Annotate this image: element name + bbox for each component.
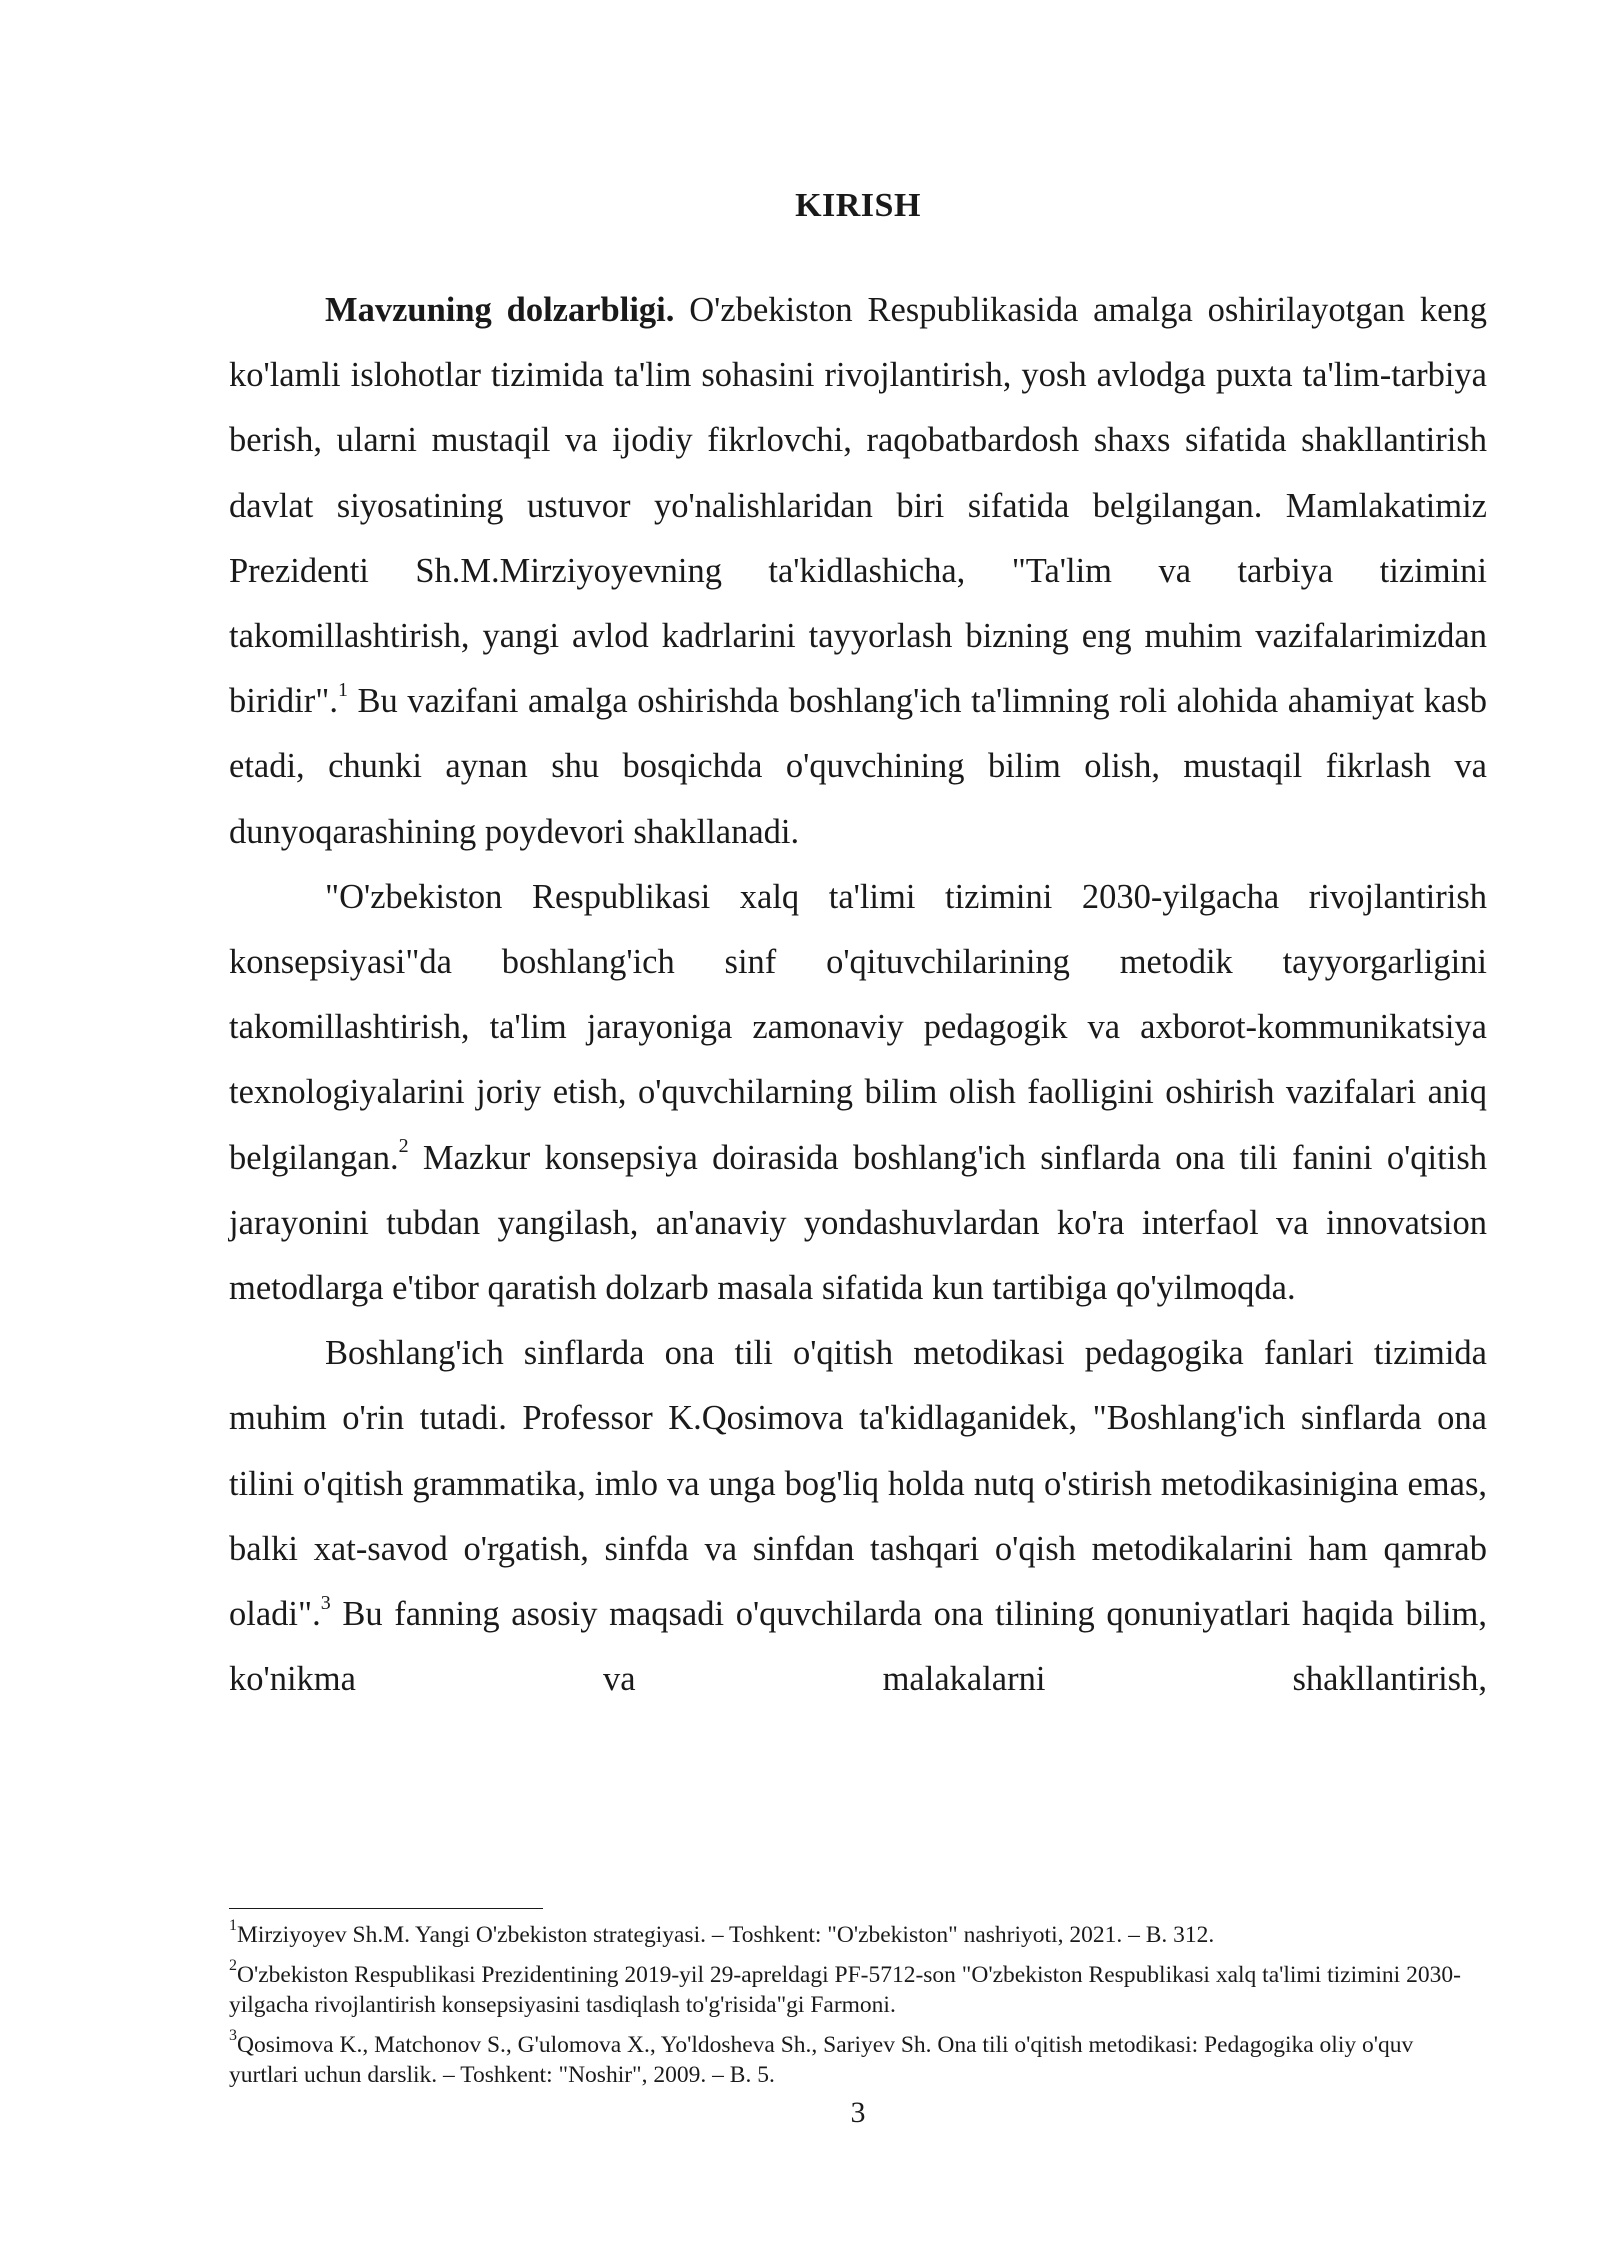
body-text xyxy=(229,278,1487,1712)
paragraph-methodology xyxy=(229,1321,1487,1712)
footnote-separator xyxy=(229,1908,543,1909)
page-number: 3 xyxy=(850,2096,866,2129)
paragraph-concept xyxy=(229,865,1487,1321)
footnote-item xyxy=(229,1957,1487,2020)
paragraph-text: Boshlang'ich sinflarda ona tili o'qitish metodikasi pedagogika fanlari tizimida muhim o'rin tutadi. Professor K.Qosimova ta'kidlaganidek, "Boshlang'ich sinflarda ona tilini o'qitish grammatika, imlo va unga bog'liq holda nutq o'stirish metodikasinigina emas, balki xat-savod o'rgatish, sinfda va sinfdan tashqari o'qish metodikalarini ham qamrab oladi". xyxy=(229,1334,1487,1634)
footnotes xyxy=(229,1917,1487,2100)
footnote-reference[interactable]: 1 xyxy=(337,678,348,701)
footnote-reference[interactable]: 3 xyxy=(320,1591,331,1614)
paragraph-text: Bu fanning asosiy maqsadi o'quvchilarda ona tilining qonuniyatlari haqida bilim, ko'nikma va malakalarni shakllantirish, xyxy=(229,1595,1487,1699)
paragraph-text: Bu vazifani amalga oshirishda boshlang'ich ta'limning roli alohida ahamiyat kasb etadi, chunki aynan shu bosqichda o'quvchining bilim olish, mustaqil fikrlash va dunyoqarashining poydevori shakllanadi. xyxy=(229,682,1487,851)
footnote-item xyxy=(229,2027,1487,2090)
footnote-number: 1 xyxy=(229,1917,237,1935)
footnote-number: 2 xyxy=(229,1957,237,1975)
footnote-text: Qosimova K., Matchonov S., G'ulomova X., Yo'ldosheva Sh., Sariyev Sh. Ona tili o'qitish metodikasi: Pedagogika oliy o'quv yurtlari uchun darslik. – Toshkent: "Noshir", 2009. – B. 5. xyxy=(229,2032,1414,2088)
section-title: KIRISH xyxy=(795,187,921,224)
footnote-text: Mirziyoyev Sh.M. Yangi O'zbekiston strategiyasi. – Toshkent: "O'zbekiston" nashriyoti, 2021. – B. 312. xyxy=(237,1922,1215,1948)
paragraph-text: "O'zbekiston Respublikasi xalq ta'limi tizimini 2030-yilgacha rivojlantirish konsepsiyasi"da boshlang'ich sinf o'qituvchilarining metodik tayyorgarligini takomillashtirish, ta'lim jarayoniga zamonaviy pedagogik va axborot-kommunikatsiya texnologiyalarini joriy etish, o'quvchilarning bilim olish faolligini oshirish vazifalari aniq belgilangan. xyxy=(229,877,1487,1177)
footnote-reference[interactable]: 2 xyxy=(398,1135,409,1158)
paragraph-lead: Mavzuning dolzarbligi. xyxy=(325,291,675,329)
footnote-number: 3 xyxy=(229,2027,237,2045)
paragraph-text: O'zbekiston Respublikasida amalga oshirilayotgan keng ko'lamli islohotlar tizimida ta'lim sohasini rivojlantirish, yosh avlodga puxta ta'lim-tarbiya berish, ularni mustaqil va ijodiy fikrlovchi, raqobatbardosh shaxs sifatida shakllantirish davlat siyosatining ustuvor yo'nalishlaridan biri sifatida belgilangan. Mamlakatimiz Prezidenti Sh.M.Mirziyoyevning ta'kidlashicha, "Ta'lim va tarbiya tizimini takomillashtirish, yangi avlod kadrlarini tayyorlash bizning eng muhim vazifalarimizdan biridir". xyxy=(229,291,1487,721)
paragraph-text: Mazkur konsepsiya doirasida boshlang'ich sinflarda ona tili fanini o'qitish jarayonini tubdan yangilash, an'anaviy yondashuvlardan ko'ra interfaol va innovatsion metodlarga e'tibor qaratish dolzarb masala sifatida kun tartibiga qo'yilmoqda. xyxy=(229,1138,1487,1308)
paragraph-relevance xyxy=(229,278,1487,865)
footnote-text: O'zbekiston Respublikasi Prezidentining 2019-yil 29-apreldagi PF-5712-son "O'zbekiston Respublikasi xalq ta'limi tizimini 2030-yilgacha rivojlantirish konsepsiyasini tasdiqlash to'g'risida"gi Farmoni. xyxy=(229,1962,1461,2018)
footnote-item xyxy=(229,1917,1487,1950)
